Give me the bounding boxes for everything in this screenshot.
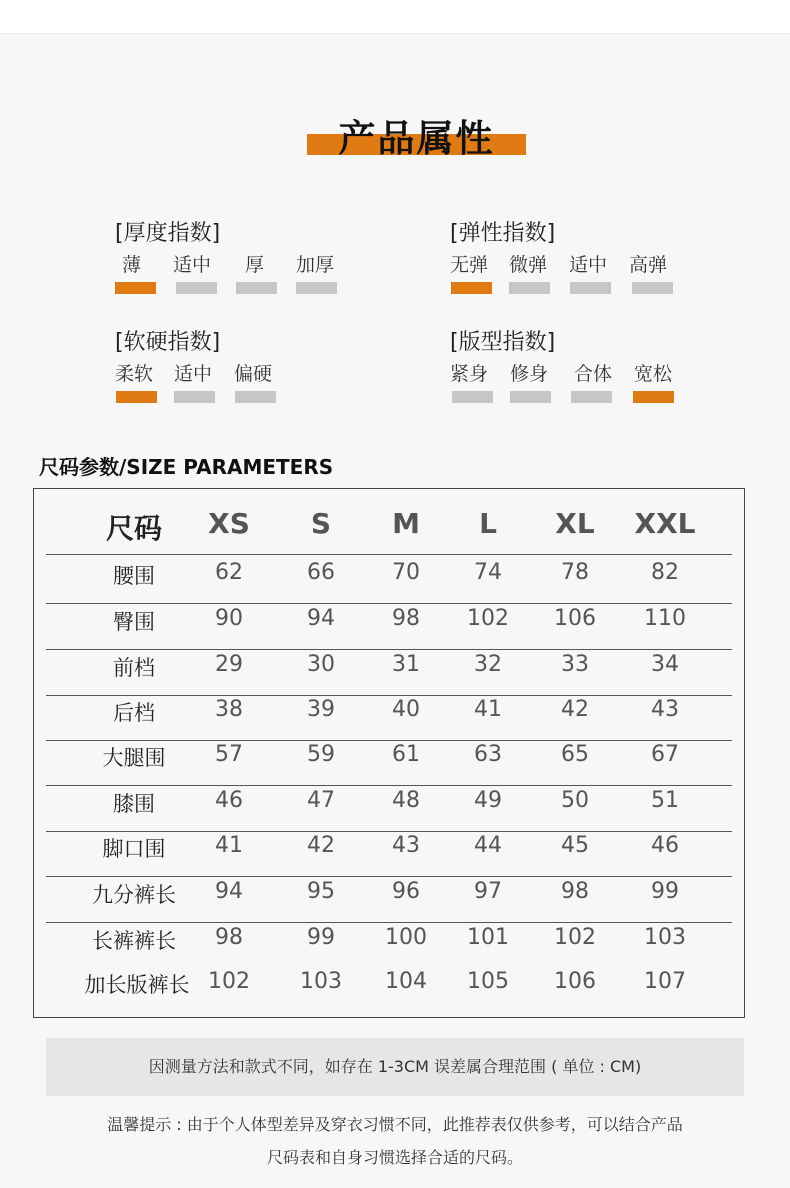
table-cell: 67 [651, 742, 679, 767]
attr-option: 修身 [510, 363, 549, 385]
table-header-size: XS [208, 507, 250, 540]
table-cell: 104 [385, 969, 427, 994]
table-cell: 33 [561, 652, 589, 677]
row-label: 脚口围 [102, 837, 166, 861]
table-cell: 96 [392, 879, 420, 904]
table-header-size: XXL [634, 507, 696, 540]
table-cell: 102 [208, 969, 250, 994]
table-cell: 43 [651, 697, 679, 722]
tip-line-1: 温馨提示 : 由于个人体型差异及穿衣习惯不同，此推荐表仅供参考，可以结合产品 [107, 1115, 683, 1134]
table-header-size: M [392, 507, 420, 540]
attr-level-bar [451, 282, 492, 294]
table-cell: 97 [474, 879, 502, 904]
table-cell: 101 [467, 925, 509, 950]
table-cell: 94 [215, 879, 243, 904]
measurement-note: 因测量方法和款式不同，如存在 1-3CM 误差属合理范围 ( 单位 : CM) [46, 1038, 744, 1096]
tip-line-2: 尺码表和自身习惯选择合适的尺码。 [266, 1148, 523, 1167]
attr-option: 无弹 [450, 254, 489, 276]
table-cell: 107 [644, 969, 686, 994]
table-cell: 50 [561, 788, 589, 813]
table-cell: 49 [474, 788, 502, 813]
table-cell: 66 [307, 560, 335, 585]
table-cell: 63 [474, 742, 502, 767]
row-label: 腰围 [113, 564, 155, 588]
attr-option: 紧身 [450, 363, 489, 385]
table-row [34, 640, 744, 685]
table-cell: 32 [474, 652, 502, 677]
attr-softness [115, 325, 375, 415]
table-cell: 82 [651, 560, 679, 585]
table-cell: 74 [474, 560, 502, 585]
table-row [34, 821, 744, 866]
table-cell: 78 [561, 560, 589, 585]
table-cell: 62 [215, 560, 243, 585]
table-cell: 31 [392, 652, 420, 677]
table-cell: 29 [215, 652, 243, 677]
table-cell: 98 [215, 925, 243, 950]
table-cell: 110 [644, 606, 686, 631]
table-cell: 106 [554, 969, 596, 994]
attr-heading: [厚度指数] [115, 221, 221, 246]
table-cell: 105 [467, 969, 509, 994]
attr-option: 薄 [122, 254, 142, 276]
attr-level-bar [176, 282, 217, 294]
table-cell: 44 [474, 833, 502, 858]
page-title: 产品属性 [338, 117, 495, 160]
table-row [34, 685, 744, 730]
attr-option: 合体 [574, 363, 613, 385]
table-cell: 106 [554, 606, 596, 631]
table-cell: 47 [307, 788, 335, 813]
attr-heading: [版型指数] [450, 330, 556, 355]
table-cell: 40 [392, 697, 420, 722]
attr-level-bar [174, 391, 215, 403]
table-cell: 99 [307, 925, 335, 950]
attr-heading: [软硬指数] [115, 330, 221, 355]
row-label: 前档 [113, 656, 155, 680]
size-table [33, 488, 745, 1018]
table-cell: 38 [215, 697, 243, 722]
table-cell: 90 [215, 606, 243, 631]
row-label: 后档 [113, 701, 155, 725]
table-cell: 42 [561, 697, 589, 722]
attr-level-bar [509, 282, 550, 294]
attr-option: 柔软 [115, 363, 154, 385]
table-cell: 48 [392, 788, 420, 813]
table-row [34, 730, 744, 775]
table-header-row [34, 489, 744, 555]
row-label: 臀围 [113, 610, 155, 634]
table-cell: 103 [300, 969, 342, 994]
attr-option: 适中 [173, 254, 212, 276]
table-cell: 30 [307, 652, 335, 677]
table-cell: 70 [392, 560, 420, 585]
attr-level-bar [452, 391, 493, 403]
table-cell: 103 [644, 925, 686, 950]
attr-level-bar [570, 282, 611, 294]
row-label: 大腿围 [102, 746, 166, 770]
attr-level-bar [571, 391, 612, 403]
attr-level-bar [296, 282, 337, 294]
section-title [0, 108, 790, 168]
attr-level-bar [510, 391, 551, 403]
table-cell: 46 [215, 788, 243, 813]
size-section-label: 尺码参数/SIZE PARAMETERS [39, 455, 334, 479]
attr-option: 偏硬 [234, 363, 273, 385]
attr-option: 高弹 [629, 254, 668, 276]
table-header-size: XL [555, 507, 595, 540]
table-row [34, 594, 744, 639]
table-cell: 65 [561, 742, 589, 767]
table-row [34, 548, 744, 593]
row-label: 长裤裤长 [92, 929, 176, 953]
table-row [34, 913, 744, 958]
row-label: 九分裤长 [92, 883, 176, 907]
attr-level-bar [235, 391, 276, 403]
attr-level-bar [632, 282, 673, 294]
top-strip [0, 0, 790, 34]
table-cell: 41 [474, 697, 502, 722]
row-label: 加长版裤长 [84, 973, 190, 997]
attr-option: 适中 [174, 363, 213, 385]
attr-option: 适中 [569, 254, 608, 276]
table-row [34, 776, 744, 821]
table-cell: 41 [215, 833, 243, 858]
table-cell: 102 [554, 925, 596, 950]
table-cell: 45 [561, 833, 589, 858]
table-header-size: L [479, 507, 497, 540]
table-cell: 98 [561, 879, 589, 904]
table-cell: 100 [385, 925, 427, 950]
table-cell: 43 [392, 833, 420, 858]
table-header-label: 尺码 [105, 512, 162, 545]
attr-level-bar [116, 391, 157, 403]
table-cell: 61 [392, 742, 420, 767]
table-cell: 46 [651, 833, 679, 858]
table-cell: 95 [307, 879, 335, 904]
table-cell: 57 [215, 742, 243, 767]
attr-level-bar [115, 282, 156, 294]
table-cell: 59 [307, 742, 335, 767]
attr-heading: [弹性指数] [450, 221, 556, 246]
attr-elasticity [450, 216, 710, 306]
attr-level-bar [633, 391, 674, 403]
table-header-size: S [310, 507, 332, 540]
attr-option: 加厚 [296, 254, 335, 276]
table-cell: 42 [307, 833, 335, 858]
table-cell: 94 [307, 606, 335, 631]
attr-option: 厚 [245, 254, 265, 276]
table-cell: 99 [651, 879, 679, 904]
row-label: 膝围 [113, 792, 155, 816]
attr-level-bar [236, 282, 277, 294]
table-cell: 102 [467, 606, 509, 631]
table-cell: 51 [651, 788, 679, 813]
table-cell: 98 [392, 606, 420, 631]
table-row [34, 867, 744, 912]
attr-thickness [115, 216, 375, 306]
table-cell: 39 [307, 697, 335, 722]
table-row [34, 957, 744, 1002]
table-cell: 34 [651, 652, 679, 677]
attr-option: 宽松 [634, 363, 673, 385]
attr-fit [450, 325, 710, 415]
attr-option: 微弹 [509, 254, 548, 276]
